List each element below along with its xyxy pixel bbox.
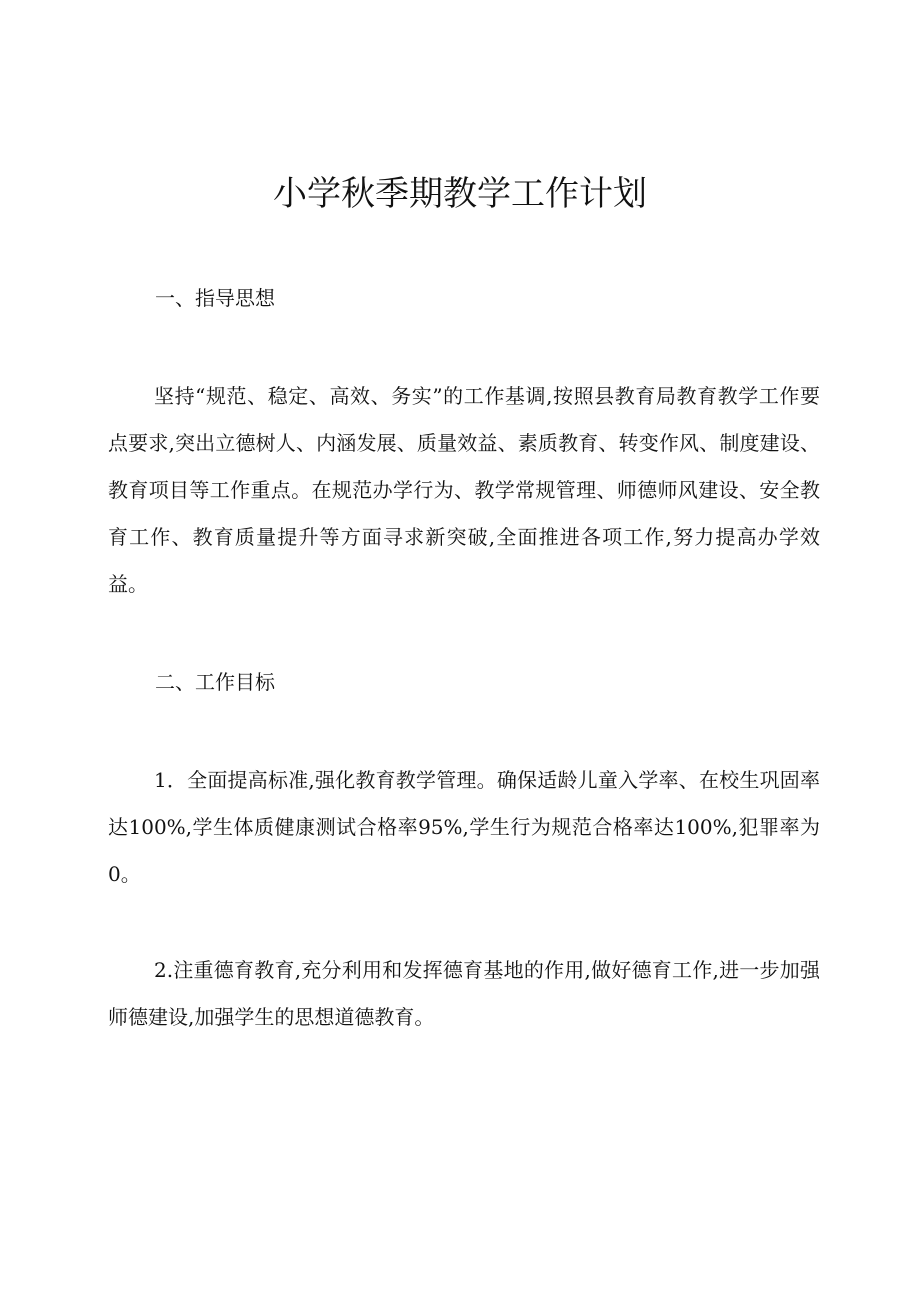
paragraph-goal-1: 1．全面提高标准,强化教育教学管理。确保适龄儿童入学率、在校生巩固率达100%,学生体质健康测试合格率95%,学生行为规范合格率达100%,犯罪率为0。 (108, 768, 820, 886)
section-heading-guiding-ideology: 一、指导思想 (155, 286, 275, 310)
section-heading-work-goals: 二、工作目标 (155, 670, 275, 694)
paragraph-goal-2: 2.注重德育教育,充分利用和发挥德育基地的作用,做好德育工作,进一步加强师德建设,加强学生的思想道德教育。 (108, 958, 820, 1029)
document-title: 小学秋季期教学工作计划 (273, 174, 647, 214)
paragraph-guiding-ideology: 坚持“规范、稳定、高效、务实”的工作基调,按照县教育局教育教学工作要点要求,突出立德树人、内涵发展、质量效益、素质教育、转变作风、制度建设、教育项目等工作重点。在规范办学行为、教学常规管理、师德师风建设、安全教育工作、教育质量提升等方面寻求新突破,全面推进各项工作,努力提高办学效益。 (108, 384, 820, 596)
